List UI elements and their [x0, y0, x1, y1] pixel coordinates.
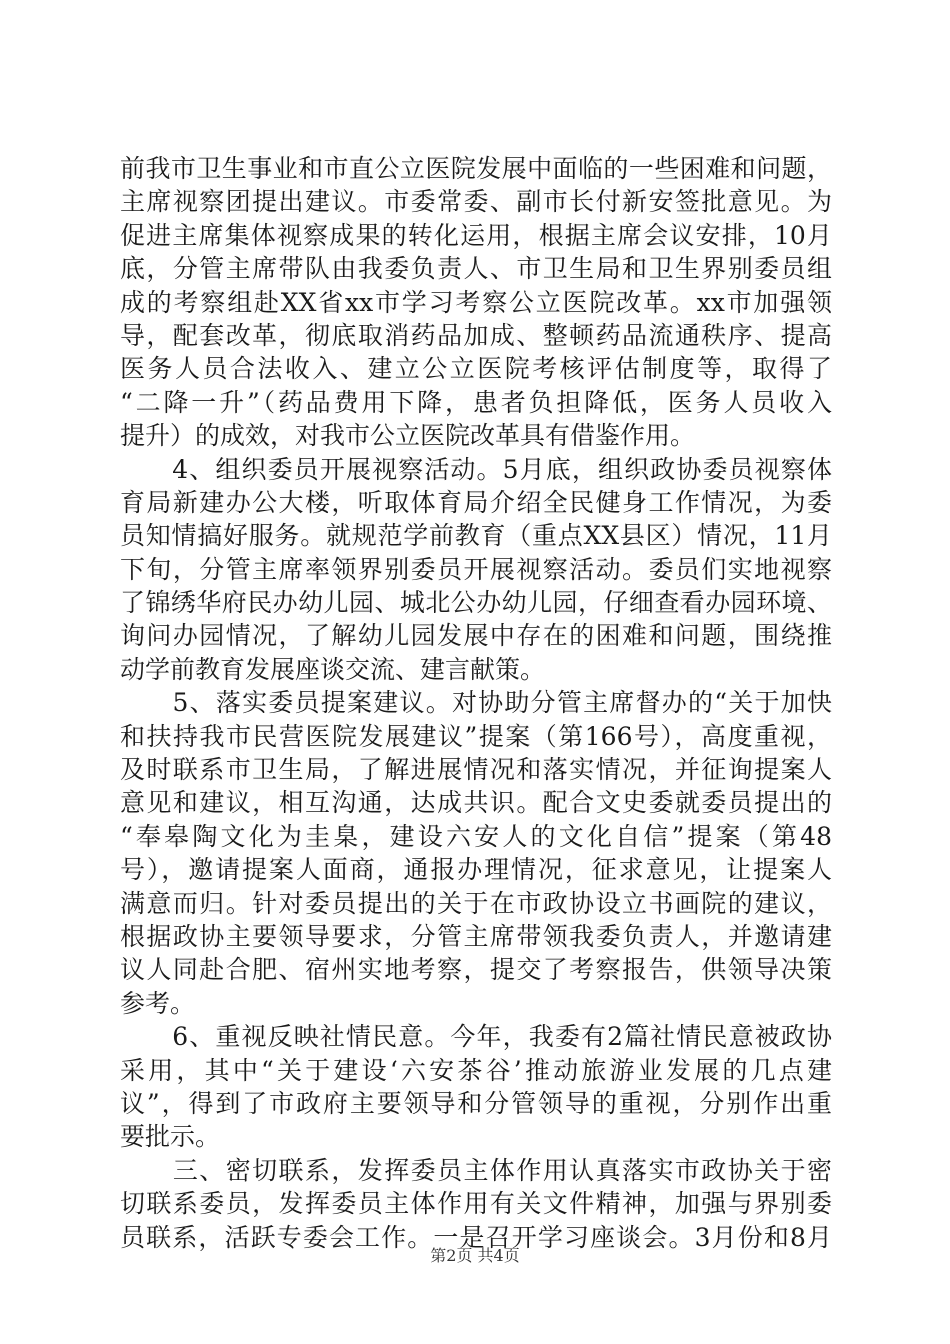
- text-line: 采用，其中“关于建设‘六安茶谷’推动旅游业发展的几点建: [120, 1055, 832, 1085]
- text-line: 和扶持我市民营医院发展建议”提案（第166号），高度重视，: [120, 721, 832, 751]
- text-line: 底，分管主席带队由我委负责人、市卫生局和卫生界别委员组: [120, 254, 832, 284]
- text-line: 导，配套改革，彻底取消药品加成、整顿药品流通秩序、提高: [120, 320, 832, 350]
- text-line: 号），邀请提案人面商，通报办理情况，征求意见，让提案人: [120, 855, 832, 885]
- document-body: [120, 152, 832, 1254]
- text-line: 主席视察团提出建议。市委常委、副市长付新安签批意见。为: [120, 187, 832, 217]
- text-line: 询问办园情况，了解幼儿园发展中存在的困难和问题，围绕推: [120, 621, 832, 651]
- text-line: 育局新建办公大楼，听取体育局介绍全民健身工作情况，为委: [120, 487, 832, 517]
- text-line: 切联系委员，发挥委员主体作用有关文件精神，加强与界别委: [120, 1189, 832, 1219]
- text-line: 动学前教育发展座谈交流、建言献策。: [120, 654, 546, 684]
- text-line: 参考。: [120, 988, 196, 1018]
- text-line: 下旬，分管主席率领界别委员开展视察活动。委员们实地视察: [120, 554, 832, 584]
- text-line: 4、组织委员开展视察活动。5月底，组织政协委员视察体: [120, 454, 832, 484]
- text-line: 促进主席集体视察成果的转化运用，根据主席会议安排，10月: [120, 220, 832, 250]
- text-line: 三、密切联系，发挥委员主体作用认真落实市政协关于密: [120, 1155, 832, 1185]
- text-line: 提升）的成效，对我市公立医院改革具有借鉴作用。: [120, 421, 696, 451]
- text-line: 议人同赴合肥、宿州实地考察，提交了考察报告，供领导决策: [120, 955, 832, 985]
- text-line: 成的考察组赴XX省xx市学习考察公立医院改革。xx市加强领: [120, 287, 832, 317]
- text-line: “二降一升”（药品费用下降，患者负担降低，医务人员收入: [120, 387, 832, 417]
- page-number-footer: 第2页 共4页: [430, 1246, 520, 1265]
- text-line: 议”，得到了市政府主要领导和分管领导的重视，分别作出重: [120, 1088, 832, 1118]
- text-line: 前我市卫生事业和市直公立医院发展中面临的一些困难和问题，: [120, 154, 832, 183]
- text-line: 满意而归。针对委员提出的关于在市政协设立书画院的建议，: [120, 888, 832, 918]
- text-line: 要批示。: [120, 1122, 221, 1152]
- text-line: 根据政协主要领导要求，分管主席带领我委负责人，并邀请建: [120, 921, 832, 951]
- text-line: 意见和建议，相互沟通，达成共识。配合文史委就委员提出的: [120, 788, 832, 818]
- text-line: 了锦绣华府民办幼儿园、城北公办幼儿园，仔细查看办园环境、: [120, 588, 832, 618]
- text-line: 及时联系市卫生局，了解进展情况和落实情况，并征询提案人: [120, 755, 832, 785]
- text-line: 员知情搞好服务。就规范学前教育（重点XX县区）情况，11月: [120, 521, 832, 551]
- text-line: “奉皋陶文化为圭臬，建设六安人的文化自信”提案（第48: [120, 821, 832, 851]
- text-line: 员联系，活跃专委会工作。一是召开学习座谈会。3月份和8月: [120, 1222, 832, 1252]
- text-line: 6、重视反映社情民意。今年，我委有2篇社情民意被政协: [120, 1022, 832, 1052]
- text-line: 医务人员合法收入、建立公立医院考核评估制度等，取得了: [120, 354, 832, 384]
- text-line: 5、落实委员提案建议。对协助分管主席督办的“关于加快: [120, 688, 832, 718]
